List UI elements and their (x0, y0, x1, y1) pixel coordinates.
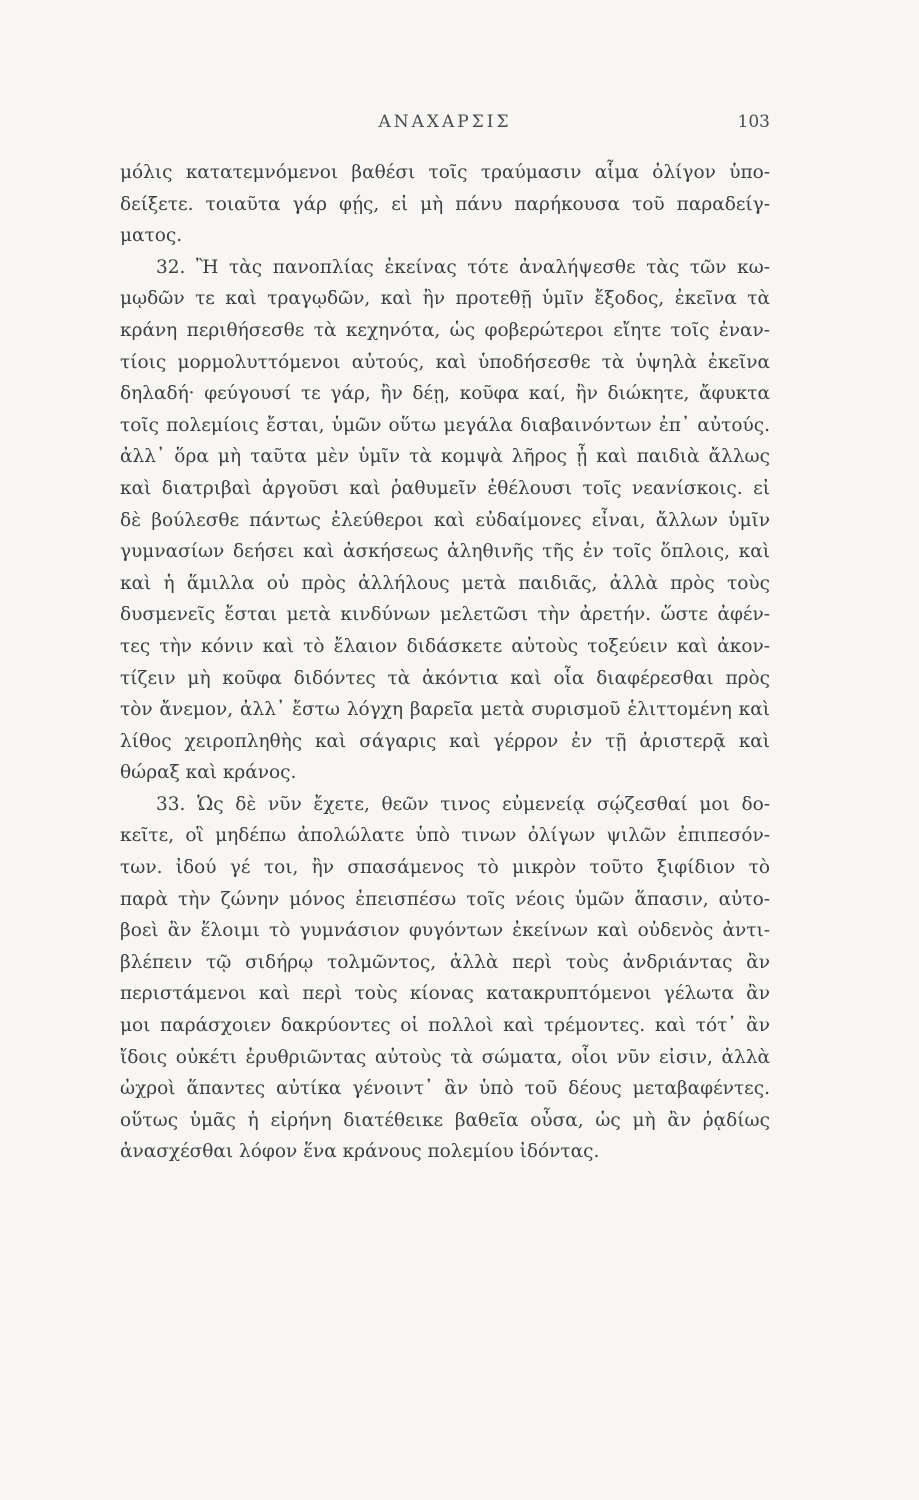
text-line: περιστάμενοι καὶ περὶ τοὺς κίονας κατακρυπτόμενοι γέλωτα ἂν (120, 983, 770, 1005)
text-line: τίοις μορμολυττόμενοι αὐτούς, καὶ ὑποδήσεσθε τὰ ὑψηλὰ ἐκεῖνα (120, 351, 770, 373)
text-line: δείξετε. τοιαῦτα γάρ φῄς, εἰ μὴ πάνυ παρήκουσα τοῦ παραδείγ- (120, 193, 770, 215)
body-text (120, 157, 770, 1168)
text-line: ἴδοις οὐκέτι ἐρυθριῶντας αὐτοὺς τὰ σώματα, οἷοι νῦν εἰσιν, ἀλλὰ (120, 1046, 770, 1068)
text-line: οὕτως ὑμᾶς ἡ εἰρήνη διατέθεικε βαθεῖα οὖσα, ὡς μὴ ἂν ῥᾳδίως (120, 1109, 770, 1131)
text-line: καὶ διατριβαὶ ἀργοῦσι καὶ ῥαθυμεῖν ἐθέλουσι τοῖς νεανίσκοις. εἰ (120, 477, 770, 499)
text-line: 33. Ὡς δὲ νῦν ἔχετε, θεῶν τινος εὐμενείᾳ σῴζεσθαί μοι δο- (156, 793, 770, 815)
text-line: βλέπειν τῷ σιδήρῳ τολμῶντος, ἀλλὰ περὶ τοὺς ἀνδριάντας ἂν (120, 951, 770, 973)
text-line: ἀνασχέσθαι λόφον ἕνα κράνους πολεμίου ἰδόντας. (120, 1141, 600, 1163)
text-line: κεῖτε, οἳ μηδέπω ἀπολώλατε ὑπὸ τινων ὀλίγων ψιλῶν ἐπιπεσόν- (120, 825, 770, 847)
text-line: τὸν ἄνεμον, ἀλλ᾽ ἔστω λόγχη βαρεῖα μετὰ συρισμοῦ ἑλιττομένη καὶ (120, 699, 770, 721)
text-line: θώραξ καὶ κράνος. (120, 762, 297, 784)
text-line: δὲ βούλεσθε πάντως ἐλεύθεροι καὶ εὐδαίμονες εἶναι, ἄλλων ὑμῖν (120, 509, 770, 531)
text-line: δηλαδή· φεύγουσί τε γάρ, ἢν δέῃ, κοῦφα καί, ἢν διώκητε, ἄφυκτα (120, 383, 770, 405)
text-line: κράνη περιθήσεσθε τὰ κεχηνότα, ὡς φοβερώτεροι εἴητε τοῖς ἐναν- (120, 319, 770, 341)
text-line: λίθος χειροπληθὴς καὶ σάγαρις καὶ γέρρον ἐν τῇ ἀριστερᾷ καὶ (120, 730, 770, 752)
text-line: τοῖς πολεμίοις ἔσται, ὑμῶν οὕτω μεγάλα διαβαινόντων ἐπ᾽ αὐτούς. (120, 414, 770, 436)
running-head (120, 112, 770, 142)
text-line: καὶ ἡ ἅμιλλα οὐ πρὸς ἀλλήλους μετὰ παιδιᾶς, ἀλλὰ πρὸς τοὺς (120, 572, 770, 594)
text-line: τες τὴν κόνιν καὶ τὸ ἔλαιον διδάσκετε αὐτοὺς τοξεύειν καὶ ἀκον- (120, 635, 770, 657)
text-line: ἀλλ᾽ ὅρα μὴ ταῦτα μὲν ὑμῖν τὰ κομψὰ λῆρος ᾖ καὶ παιδιὰ ἄλλως (120, 446, 770, 468)
text-line: ματος. (120, 225, 183, 247)
text-line: βοεὶ ἂν ἕλοιμι τὸ γυμνάσιον φυγόντων ἐκείνων καὶ οὐδενὸς ἀντι- (120, 920, 770, 942)
text-line: δυσμενεῖς ἔσται μετὰ κινδύνων μελετῶσι τὴν ἀρετήν. ὥστε ἀφέν- (120, 604, 770, 626)
text-line: μῳδῶν τε καὶ τραγῳδῶν, καὶ ἢν προτεθῇ ὑμῖν ἔξοδος, ἐκεῖνα τὰ (120, 288, 770, 310)
text-line: παρὰ τὴν ζώνην μόνος ἐπεισπέσω τοῖς νέοις ὑμῶν ἅπασιν, αὐτο- (120, 888, 770, 910)
text-line: γυμνασίων δεήσει καὶ ἀσκήσεως ἀληθινῆς τῆς ἐν τοῖς ὅπλοις, καὶ (120, 541, 770, 563)
running-title: ΑΝΑΧΑΡΣΙΣ (378, 112, 512, 132)
text-line: ὠχροὶ ἅπαντες αὐτίκα γένοιντ᾽ ἂν ὑπὸ τοῦ δέους μεταβαφέντες. (120, 1078, 770, 1100)
text-line: μόλις κατατεμνόμενοι βαθέσι τοῖς τραύμασιν αἷμα ὀλίγον ὑπο- (120, 162, 770, 183)
text-line: 32. Ἢ τὰς πανοπλίας ἐκείνας τότε ἀναλήψεσθε τὰς τῶν κω- (156, 256, 770, 278)
text-line: των. ἰδού γέ τοι, ἢν σπασάμενος τὸ μικρὸν τοῦτο ξιφίδιον τὸ (120, 857, 770, 879)
page-number: 103 (737, 112, 770, 132)
text-line: τίζειν μὴ κοῦφα διδόντες τὰ ἀκόντια καὶ οἷα διαφέρεσθαι πρὸς (120, 667, 770, 689)
text-line: μοι παράσχοιεν δακρύοντες οἱ πολλοὶ καὶ τρέμοντες. καὶ τότ᾽ ἂν (120, 1015, 770, 1037)
